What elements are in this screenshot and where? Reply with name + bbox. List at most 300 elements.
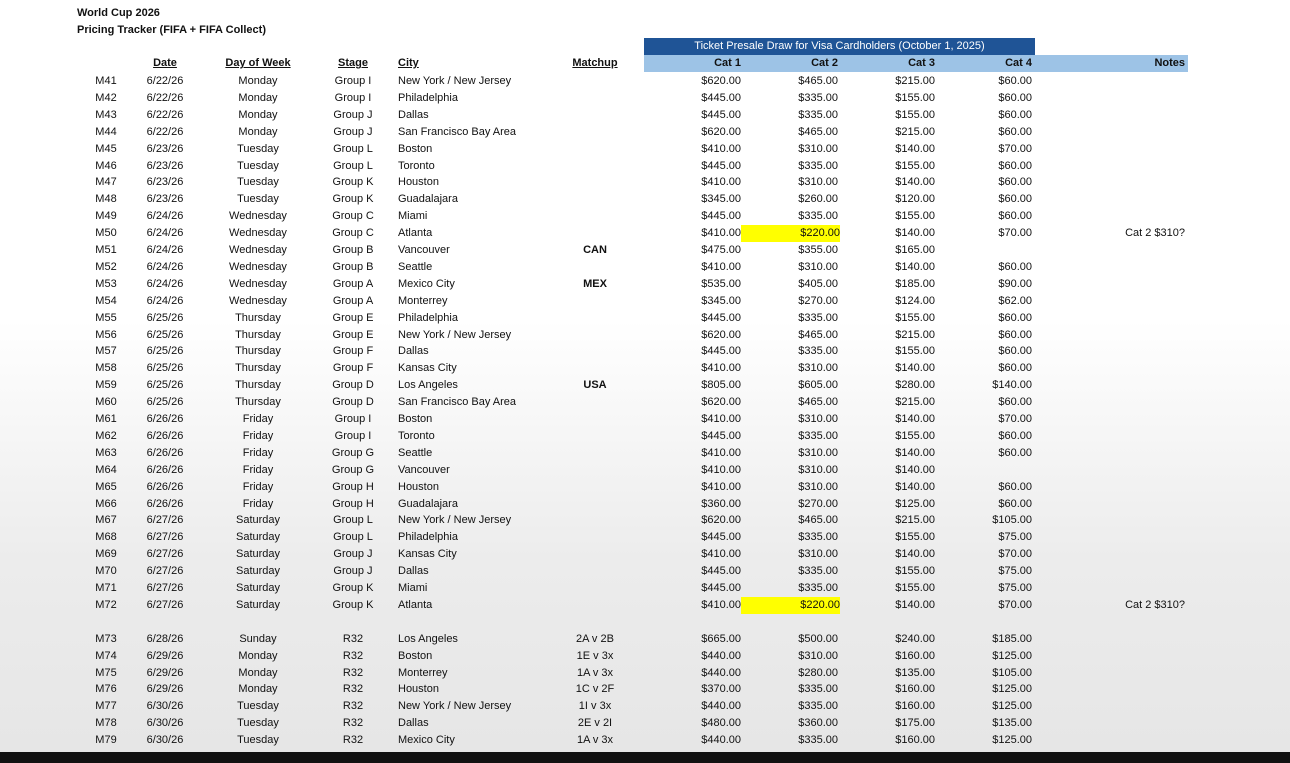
stage-cell[interactable]: Group G: [331, 446, 375, 459]
day-of-week-cell[interactable]: Thursday: [235, 328, 281, 341]
date-cell[interactable]: 6/25/26: [146, 311, 184, 324]
day-of-week-cell[interactable]: Sunday: [239, 632, 277, 645]
cat1-price-cell[interactable]: $410.00: [701, 413, 741, 425]
city-cell[interactable]: Philadelphia: [398, 91, 458, 104]
match-id-cell[interactable]: M67: [95, 514, 117, 527]
cat4-price-cell[interactable]: $60.00: [998, 497, 1032, 510]
cat4-price-cell[interactable]: $90.00: [998, 277, 1032, 290]
cat1-price-cell[interactable]: $445.00: [701, 159, 741, 172]
stage-cell[interactable]: R32: [342, 734, 364, 747]
day-of-week-cell[interactable]: Tuesday: [237, 734, 279, 747]
cat4-price-cell[interactable]: $70.00: [998, 548, 1032, 561]
cat2-price-cell[interactable]: $335.00: [798, 345, 838, 358]
cat3-price-cell[interactable]: $155.00: [895, 311, 935, 324]
stage-cell[interactable]: Group I: [334, 91, 372, 104]
match-id-cell[interactable]: M51: [95, 244, 117, 256]
stage-cell[interactable]: Group E: [332, 311, 374, 324]
day-of-week-cell[interactable]: Monday: [238, 108, 278, 121]
day-of-week-cell[interactable]: Monday: [238, 666, 278, 679]
match-id-cell[interactable]: M49: [95, 210, 117, 223]
matchup-cell[interactable]: 2A v 2B: [576, 632, 614, 645]
day-of-week-cell[interactable]: Friday: [242, 413, 274, 425]
table-row[interactable]: [0, 563, 1290, 580]
day-of-week-cell[interactable]: Wednesday: [229, 210, 287, 223]
stage-cell[interactable]: Group L: [333, 159, 373, 172]
day-of-week-cell[interactable]: Friday: [242, 463, 274, 476]
cat1-price-cell[interactable]: $805.00: [701, 379, 741, 392]
stage-cell[interactable]: Group G: [331, 463, 375, 476]
stage-cell[interactable]: R32: [342, 700, 364, 713]
cat4-price-cell[interactable]: $60.00: [998, 311, 1032, 324]
date-cell[interactable]: 6/26/26: [146, 497, 184, 510]
cat4-price-cell[interactable]: $70.00: [998, 227, 1032, 240]
day-of-week-cell[interactable]: Thursday: [235, 379, 281, 392]
cat2-price-cell[interactable]: $220.00: [741, 597, 840, 614]
cat1-price-cell[interactable]: $345.00: [701, 193, 741, 206]
table-row[interactable]: [0, 343, 1290, 360]
stage-cell[interactable]: Group F: [332, 362, 374, 375]
stage-cell[interactable]: R32: [342, 683, 364, 696]
day-of-week-cell[interactable]: Tuesday: [237, 176, 279, 189]
cat3-price-cell[interactable]: $120.00: [895, 193, 935, 206]
cat3-price-cell[interactable]: $215.00: [895, 125, 935, 138]
cat1-price-cell[interactable]: $440.00: [701, 649, 741, 662]
date-cell[interactable]: 6/27/26: [146, 514, 184, 527]
cat2-price-cell[interactable]: $310.00: [798, 260, 838, 273]
cat2-price-cell[interactable]: $310.00: [798, 480, 838, 493]
cat4-price-cell[interactable]: $60.00: [998, 446, 1032, 459]
cat1-price-cell[interactable]: $345.00: [701, 294, 741, 307]
date-cell[interactable]: 6/27/26: [146, 565, 184, 578]
cat1-price-cell[interactable]: $620.00: [701, 328, 741, 341]
city-cell[interactable]: Los Angeles: [398, 379, 458, 392]
cat4-price-cell[interactable]: $60.00: [998, 108, 1032, 121]
stage-cell[interactable]: Group K: [332, 598, 374, 611]
cat2-price-cell[interactable]: $335.00: [798, 531, 838, 544]
cat4-price-cell[interactable]: $60.00: [998, 429, 1032, 442]
cat4-price-cell[interactable]: $60.00: [998, 210, 1032, 223]
cat3-price-cell[interactable]: $165.00: [895, 244, 935, 256]
cat2-price-cell[interactable]: $465.00: [798, 328, 838, 341]
day-of-week-cell[interactable]: Friday: [242, 497, 274, 510]
stage-cell[interactable]: Group L: [333, 142, 373, 155]
cat4-price-cell[interactable]: $135.00: [992, 717, 1032, 730]
match-id-cell[interactable]: M45: [95, 142, 117, 155]
day-of-week-cell[interactable]: Friday: [242, 446, 274, 459]
stage-cell[interactable]: Group I: [334, 429, 372, 442]
table-row[interactable]: [0, 276, 1290, 293]
cat3-price-cell[interactable]: $140.00: [895, 446, 935, 459]
day-of-week-cell[interactable]: Thursday: [235, 311, 281, 324]
table-row[interactable]: [0, 580, 1290, 597]
cat2-price-cell[interactable]: $270.00: [798, 294, 838, 307]
cat1-price-cell[interactable]: $620.00: [701, 75, 741, 87]
stage-cell[interactable]: Group J: [333, 108, 373, 121]
cat3-price-cell[interactable]: $160.00: [895, 700, 935, 713]
match-id-cell[interactable]: M77: [95, 700, 117, 713]
day-of-week-cell[interactable]: Wednesday: [229, 227, 287, 240]
match-id-cell[interactable]: M63: [95, 446, 117, 459]
day-of-week-cell[interactable]: Tuesday: [237, 717, 279, 730]
cat1-price-cell[interactable]: $410.00: [701, 260, 741, 273]
header-notes[interactable]: Notes: [1154, 57, 1185, 69]
city-cell[interactable]: Boston: [398, 649, 433, 662]
cat4-price-cell[interactable]: $60.00: [998, 91, 1032, 104]
cat2-price-cell[interactable]: $335.00: [798, 311, 838, 324]
cat2-price-cell[interactable]: $335.00: [798, 700, 838, 713]
date-cell[interactable]: 6/27/26: [146, 548, 184, 561]
cat2-price-cell[interactable]: $465.00: [798, 514, 838, 527]
stage-cell[interactable]: Group B: [332, 260, 374, 273]
stage-cell[interactable]: Group I: [334, 75, 372, 87]
day-of-week-cell[interactable]: Tuesday: [237, 159, 279, 172]
match-id-cell[interactable]: M69: [95, 548, 117, 561]
cat3-price-cell[interactable]: $155.00: [895, 345, 935, 358]
cat2-price-cell[interactable]: $335.00: [798, 429, 838, 442]
table-row[interactable]: [0, 225, 1290, 242]
day-of-week-cell[interactable]: Friday: [242, 480, 274, 493]
header-day-of-week[interactable]: Day of Week: [225, 57, 291, 69]
cat3-price-cell[interactable]: $155.00: [895, 91, 935, 104]
date-cell[interactable]: 6/24/26: [146, 277, 184, 290]
cat4-price-cell[interactable]: $60.00: [998, 362, 1032, 375]
date-cell[interactable]: 6/25/26: [146, 328, 184, 341]
city-cell[interactable]: Philadelphia: [398, 311, 458, 324]
date-cell[interactable]: 6/23/26: [146, 193, 184, 206]
city-cell[interactable]: Guadalajara: [398, 193, 458, 206]
day-of-week-cell[interactable]: Saturday: [235, 598, 281, 611]
match-id-cell[interactable]: M56: [95, 328, 117, 341]
cat3-price-cell[interactable]: $215.00: [895, 396, 935, 409]
table-row[interactable]: [0, 259, 1290, 276]
date-cell[interactable]: 6/22/26: [146, 75, 184, 87]
city-cell[interactable]: Seattle: [398, 260, 433, 273]
day-of-week-cell[interactable]: Wednesday: [229, 260, 287, 273]
date-cell[interactable]: 6/22/26: [146, 125, 184, 138]
cat4-price-cell[interactable]: $75.00: [998, 531, 1032, 544]
city-cell[interactable]: Kansas City: [398, 362, 457, 375]
cat3-price-cell[interactable]: $140.00: [895, 227, 935, 240]
stage-cell[interactable]: Group J: [333, 548, 373, 561]
match-id-cell[interactable]: M75: [95, 666, 117, 679]
city-cell[interactable]: Houston: [398, 176, 439, 189]
city-cell[interactable]: Toronto: [398, 429, 435, 442]
date-cell[interactable]: 6/29/26: [146, 683, 184, 696]
cat2-price-cell[interactable]: $335.00: [798, 108, 838, 121]
cat2-price-cell[interactable]: $465.00: [798, 396, 838, 409]
day-of-week-cell[interactable]: Tuesday: [237, 700, 279, 713]
stage-cell[interactable]: Group K: [332, 193, 374, 206]
cat3-price-cell[interactable]: $125.00: [895, 497, 935, 510]
cat4-price-cell[interactable]: $140.00: [992, 379, 1032, 392]
cat4-price-cell[interactable]: $75.00: [998, 582, 1032, 594]
match-id-cell[interactable]: M71: [95, 582, 117, 594]
header-cat3[interactable]: Cat 3: [908, 57, 935, 69]
header-cat1[interactable]: Cat 1: [714, 57, 741, 69]
cat3-price-cell[interactable]: $155.00: [895, 582, 935, 594]
cat2-price-cell[interactable]: $310.00: [798, 446, 838, 459]
date-cell[interactable]: 6/29/26: [146, 666, 184, 679]
cat2-price-cell[interactable]: $310.00: [798, 176, 838, 189]
cat1-price-cell[interactable]: $410.00: [701, 362, 741, 375]
cat4-price-cell[interactable]: $60.00: [998, 75, 1032, 87]
date-cell[interactable]: 6/24/26: [146, 227, 184, 240]
cat2-price-cell[interactable]: $310.00: [798, 548, 838, 561]
cat1-price-cell[interactable]: $445.00: [701, 345, 741, 358]
table-row[interactable]: [0, 141, 1290, 158]
table-row[interactable]: [0, 698, 1290, 715]
cat4-price-cell[interactable]: $70.00: [998, 598, 1032, 611]
cat3-price-cell[interactable]: $124.00: [895, 294, 935, 307]
table-row[interactable]: [0, 377, 1290, 394]
date-cell[interactable]: 6/30/26: [146, 700, 184, 713]
cat3-price-cell[interactable]: $155.00: [895, 565, 935, 578]
stage-cell[interactable]: Group A: [332, 294, 374, 307]
match-id-cell[interactable]: M48: [95, 193, 117, 206]
city-cell[interactable]: Atlanta: [398, 598, 433, 611]
date-cell[interactable]: 6/26/26: [146, 413, 184, 425]
cat1-price-cell[interactable]: $440.00: [701, 666, 741, 679]
city-cell[interactable]: Mexico City: [398, 734, 455, 747]
match-id-cell[interactable]: M64: [95, 463, 117, 476]
city-cell[interactable]: Monterrey: [398, 666, 448, 679]
cat3-price-cell[interactable]: $140.00: [895, 142, 935, 155]
cat2-price-cell[interactable]: $605.00: [798, 379, 838, 392]
cat1-price-cell[interactable]: $445.00: [701, 91, 741, 104]
cat3-price-cell[interactable]: $140.00: [895, 362, 935, 375]
match-id-cell[interactable]: M60: [95, 396, 117, 409]
cat3-price-cell[interactable]: $140.00: [895, 260, 935, 273]
stage-cell[interactable]: Group J: [333, 125, 373, 138]
day-of-week-cell[interactable]: Saturday: [235, 514, 281, 527]
match-id-cell[interactable]: M50: [95, 227, 117, 240]
cat4-price-cell[interactable]: $70.00: [998, 142, 1032, 155]
city-cell[interactable]: San Francisco Bay Area: [398, 125, 517, 138]
cat3-price-cell[interactable]: $160.00: [895, 649, 935, 662]
cat2-price-cell[interactable]: $270.00: [798, 497, 838, 510]
table-row[interactable]: [0, 597, 1290, 614]
notes-cell[interactable]: Cat 2 $310?: [1125, 227, 1185, 240]
cat1-price-cell[interactable]: $440.00: [701, 734, 741, 747]
day-of-week-cell[interactable]: Thursday: [235, 362, 281, 375]
cat1-price-cell[interactable]: $445.00: [701, 582, 741, 594]
match-id-cell[interactable]: M65: [95, 480, 117, 493]
cat3-price-cell[interactable]: $160.00: [895, 683, 935, 696]
cat2-price-cell[interactable]: $500.00: [798, 632, 838, 645]
table-row[interactable]: [0, 107, 1290, 124]
matchup-cell[interactable]: USA: [583, 379, 607, 392]
table-row[interactable]: [0, 631, 1290, 648]
match-id-cell[interactable]: M55: [95, 311, 117, 324]
date-cell[interactable]: 6/22/26: [146, 91, 184, 104]
match-id-cell[interactable]: M68: [95, 531, 117, 544]
cat3-price-cell[interactable]: $185.00: [895, 277, 935, 290]
table-row[interactable]: [0, 715, 1290, 732]
cat2-price-cell[interactable]: $465.00: [798, 125, 838, 138]
cat1-price-cell[interactable]: $445.00: [701, 429, 741, 442]
city-cell[interactable]: Atlanta: [398, 227, 433, 240]
date-cell[interactable]: 6/29/26: [146, 649, 184, 662]
cat1-price-cell[interactable]: $440.00: [701, 700, 741, 713]
day-of-week-cell[interactable]: Monday: [238, 125, 278, 138]
table-row[interactable]: [0, 327, 1290, 344]
city-cell[interactable]: Dallas: [398, 345, 429, 358]
date-cell[interactable]: 6/24/26: [146, 210, 184, 223]
match-id-cell[interactable]: M41: [95, 75, 117, 87]
cat2-price-cell[interactable]: $310.00: [798, 362, 838, 375]
cat4-price-cell[interactable]: $62.00: [998, 294, 1032, 307]
table-row[interactable]: [0, 428, 1290, 445]
stage-cell[interactable]: Group C: [332, 227, 374, 240]
cat2-price-cell[interactable]: $335.00: [798, 91, 838, 104]
cat3-price-cell[interactable]: $175.00: [895, 717, 935, 730]
stage-cell[interactable]: Group K: [332, 582, 374, 594]
date-cell[interactable]: 6/26/26: [146, 463, 184, 476]
table-row[interactable]: [0, 479, 1290, 496]
table-row[interactable]: [0, 242, 1290, 259]
cat1-price-cell[interactable]: $410.00: [701, 446, 741, 459]
cat1-price-cell[interactable]: $475.00: [701, 244, 741, 256]
city-cell[interactable]: New York / New Jersey: [398, 75, 512, 87]
cat4-price-cell[interactable]: $60.00: [998, 193, 1032, 206]
table-row[interactable]: [0, 411, 1290, 428]
cat2-price-cell[interactable]: $355.00: [798, 244, 838, 256]
date-cell[interactable]: 6/28/26: [146, 632, 184, 645]
match-id-cell[interactable]: M42: [95, 91, 117, 104]
date-cell[interactable]: 6/23/26: [146, 142, 184, 155]
match-id-cell[interactable]: M59: [95, 379, 117, 392]
cat2-price-cell[interactable]: $280.00: [798, 666, 838, 679]
city-cell[interactable]: Dallas: [398, 108, 429, 121]
day-of-week-cell[interactable]: Tuesday: [237, 193, 279, 206]
city-cell[interactable]: Toronto: [398, 159, 435, 172]
cat2-price-cell[interactable]: $310.00: [798, 463, 838, 476]
header-stage[interactable]: Stage: [338, 57, 368, 69]
cat4-price-cell[interactable]: $60.00: [998, 328, 1032, 341]
stage-cell[interactable]: Group H: [332, 497, 374, 510]
stage-cell[interactable]: Group F: [332, 345, 374, 358]
date-cell[interactable]: 6/23/26: [146, 159, 184, 172]
stage-cell[interactable]: R32: [342, 649, 364, 662]
cat4-price-cell[interactable]: $125.00: [992, 649, 1032, 662]
stage-cell[interactable]: Group K: [332, 176, 374, 189]
cat4-price-cell[interactable]: $60.00: [998, 176, 1032, 189]
day-of-week-cell[interactable]: Friday: [242, 429, 274, 442]
day-of-week-cell[interactable]: Wednesday: [229, 294, 287, 307]
city-cell[interactable]: Boston: [398, 142, 433, 155]
day-of-week-cell[interactable]: Saturday: [235, 582, 281, 594]
cat4-price-cell[interactable]: $105.00: [992, 666, 1032, 679]
cat1-price-cell[interactable]: $410.00: [701, 480, 741, 493]
day-of-week-cell[interactable]: Monday: [238, 91, 278, 104]
match-id-cell[interactable]: M76: [95, 683, 117, 696]
date-cell[interactable]: 6/25/26: [146, 345, 184, 358]
date-cell[interactable]: 6/24/26: [146, 244, 184, 256]
match-id-cell[interactable]: M73: [95, 632, 117, 645]
table-row[interactable]: [0, 394, 1290, 411]
match-id-cell[interactable]: M43: [95, 108, 117, 121]
match-id-cell[interactable]: M66: [95, 497, 117, 510]
header-cat4[interactable]: Cat 4: [1005, 57, 1032, 69]
header-cat2[interactable]: Cat 2: [811, 57, 838, 69]
stage-cell[interactable]: Group D: [332, 379, 374, 392]
table-row[interactable]: [0, 360, 1290, 377]
date-cell[interactable]: 6/27/26: [146, 598, 184, 611]
table-row[interactable]: [0, 73, 1290, 90]
city-cell[interactable]: Monterrey: [398, 294, 448, 307]
city-cell[interactable]: Guadalajara: [398, 497, 458, 510]
match-id-cell[interactable]: M44: [95, 125, 117, 138]
table-row[interactable]: [0, 648, 1290, 665]
city-cell[interactable]: Boston: [398, 413, 433, 425]
table-row[interactable]: [0, 665, 1290, 682]
cat4-price-cell[interactable]: $60.00: [998, 159, 1032, 172]
city-cell[interactable]: Vancouver: [398, 463, 450, 476]
match-id-cell[interactable]: M72: [95, 598, 117, 611]
cat2-price-cell[interactable]: $465.00: [798, 75, 838, 87]
cat1-price-cell[interactable]: $620.00: [701, 396, 741, 409]
city-cell[interactable]: San Francisco Bay Area: [398, 396, 517, 409]
day-of-week-cell[interactable]: Saturday: [235, 565, 281, 578]
cat4-price-cell[interactable]: $60.00: [998, 345, 1032, 358]
table-row[interactable]: [0, 529, 1290, 546]
city-cell[interactable]: Dallas: [398, 717, 429, 730]
cat4-price-cell[interactable]: $105.00: [992, 514, 1032, 527]
table-row[interactable]: [0, 512, 1290, 529]
cat3-price-cell[interactable]: $155.00: [895, 108, 935, 121]
cat2-price-cell[interactable]: $335.00: [798, 734, 838, 747]
date-cell[interactable]: 6/30/26: [146, 734, 184, 747]
date-cell[interactable]: 6/24/26: [146, 294, 184, 307]
notes-cell[interactable]: Cat 2 $310?: [1125, 598, 1185, 611]
cat1-price-cell[interactable]: $535.00: [701, 277, 741, 290]
cat3-price-cell[interactable]: $160.00: [895, 734, 935, 747]
city-cell[interactable]: Houston: [398, 480, 439, 493]
day-of-week-cell[interactable]: Saturday: [235, 548, 281, 561]
date-cell[interactable]: 6/26/26: [146, 446, 184, 459]
cat4-price-cell[interactable]: $60.00: [998, 396, 1032, 409]
matchup-cell[interactable]: 1A v 3x: [576, 734, 614, 747]
matchup-cell[interactable]: 1A v 3x: [576, 666, 614, 679]
stage-cell[interactable]: Group B: [332, 244, 374, 256]
cat3-price-cell[interactable]: $140.00: [895, 480, 935, 493]
cat3-price-cell[interactable]: $155.00: [895, 531, 935, 544]
table-row[interactable]: [0, 310, 1290, 327]
stage-cell[interactable]: Group H: [332, 480, 374, 493]
cat4-price-cell[interactable]: $125.00: [992, 734, 1032, 747]
cat3-price-cell[interactable]: $140.00: [895, 463, 935, 476]
cat3-price-cell[interactable]: $155.00: [895, 429, 935, 442]
match-id-cell[interactable]: M79: [95, 734, 117, 747]
matchup-cell[interactable]: MEX: [583, 277, 607, 290]
city-cell[interactable]: Miami: [398, 210, 428, 223]
table-row[interactable]: [0, 208, 1290, 225]
stage-cell[interactable]: Group C: [332, 210, 374, 223]
cat3-price-cell[interactable]: $215.00: [895, 75, 935, 87]
cat1-price-cell[interactable]: $370.00: [701, 683, 741, 696]
day-of-week-cell[interactable]: Wednesday: [229, 277, 287, 290]
table-row[interactable]: [0, 124, 1290, 141]
stage-cell[interactable]: R32: [342, 632, 364, 645]
cat2-price-cell[interactable]: $335.00: [798, 565, 838, 578]
cat3-price-cell[interactable]: $215.00: [895, 328, 935, 341]
cat2-price-cell[interactable]: $310.00: [798, 142, 838, 155]
cat2-price-cell[interactable]: $310.00: [798, 413, 838, 425]
table-row[interactable]: [0, 158, 1290, 175]
table-row[interactable]: [0, 462, 1290, 479]
city-cell[interactable]: Mexico City: [398, 277, 455, 290]
table-row[interactable]: [0, 293, 1290, 310]
